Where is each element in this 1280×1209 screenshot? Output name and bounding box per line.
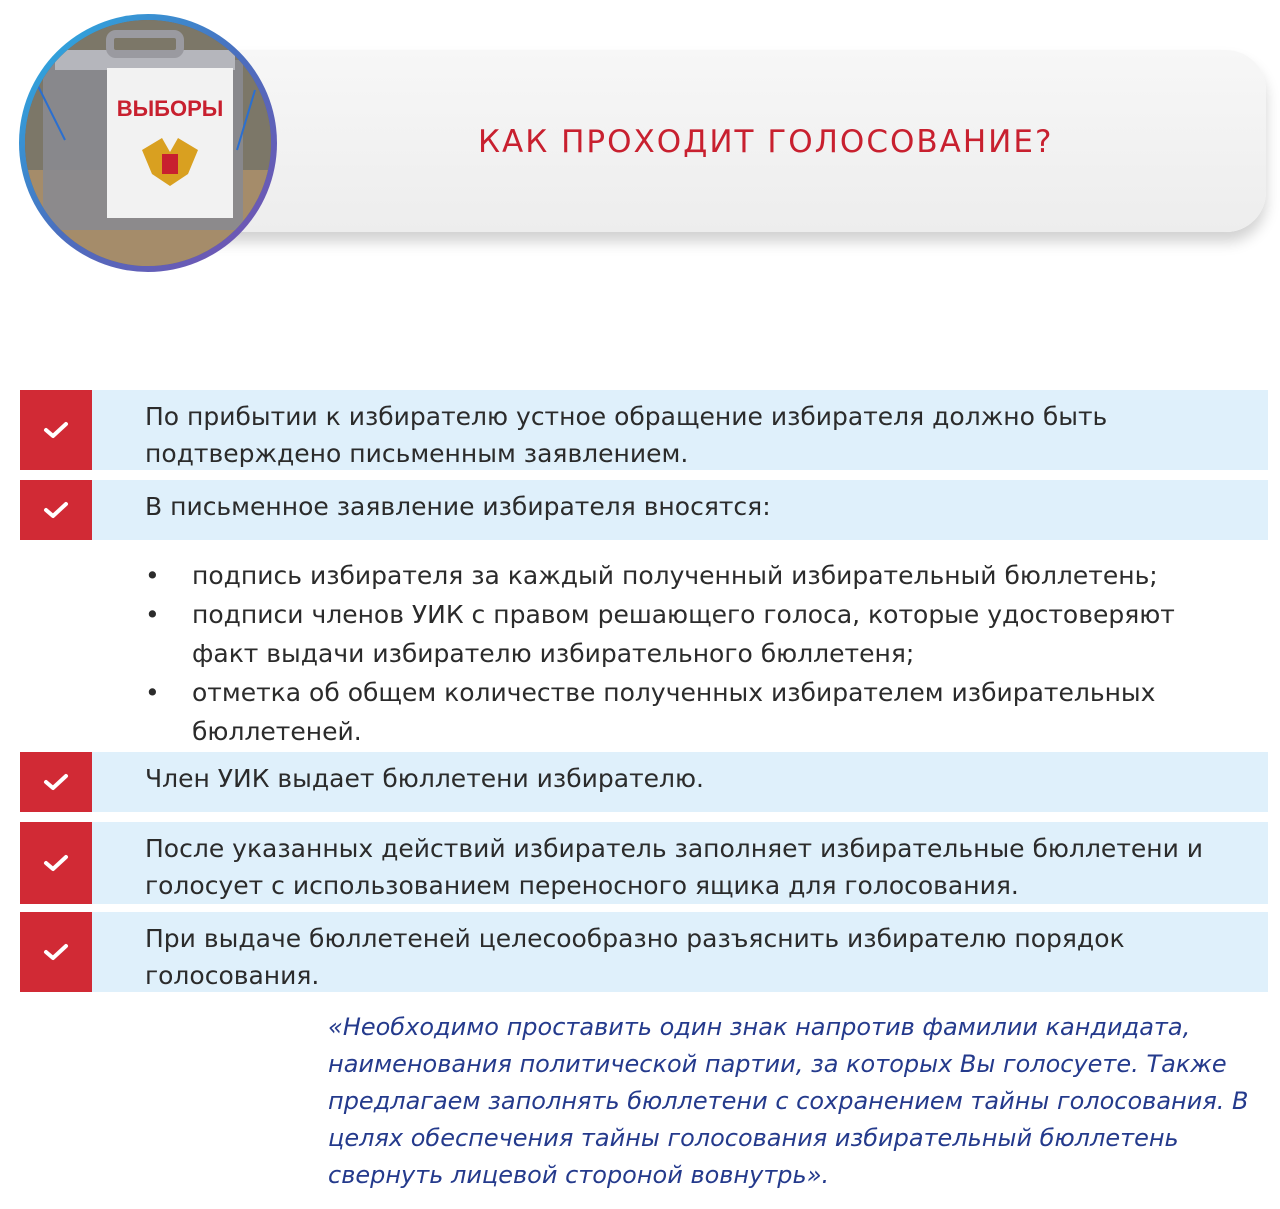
list-item — [20, 480, 1268, 542]
list-item-text: После указанных действий избиратель заполняет избирательные бюллетени и голосует с использованием переносного ящика для голосования. — [145, 834, 1204, 900]
ballot-box-photo — [19, 14, 277, 272]
bullet-item: • подпись избирателя за каждый полученный избирательный бюллетень; — [145, 561, 1158, 590]
quote-text: «Необходимо проставить один знак напротив фамилии кандидата, наименования политической партии, за которых Вы голосуете. Также предлагаем заполнять бюллетени с сохранением тайны голосования. В целях обеспечения тайны голосования избирательный бюллетень свернуть лицевой стороной вовнутрь». — [328, 1013, 1249, 1189]
check-icon — [20, 912, 92, 992]
list-item-text: По прибытии к избирателю устное обращение избирателя должно быть подтверждено письменным заявлением. — [145, 402, 1108, 468]
list-item-text: При выдаче бюллетеней целесообразно разъяснить избирателю порядок голосования. — [145, 924, 1125, 990]
check-icon — [20, 480, 92, 540]
list-item — [20, 912, 1268, 994]
bullet-list — [145, 556, 1245, 751]
list-item — [20, 390, 1268, 472]
check-icon — [20, 390, 92, 470]
svg-text:ВЫБОРЫ: ВЫБОРЫ — [116, 96, 224, 121]
bullet-item: • отметка об общем количестве полученных избирателем избирательных бюллетеней. — [145, 678, 1156, 746]
list-item — [20, 752, 1268, 814]
check-icon — [20, 822, 92, 904]
check-icon — [20, 752, 92, 812]
list-item-text: Член УИК выдает бюллетени избирателю. — [145, 764, 704, 793]
list-item-text: В письменное заявление избирателя вносятся: — [145, 492, 771, 521]
page-title: КАК ПРОХОДИТ ГОЛОСОВАНИЕ? — [478, 124, 1054, 160]
bullet-item: • подписи членов УИК с правом решающего голоса, которые удостоверяют факт выдачи избирателю избирательного бюллетеня; — [145, 600, 1175, 668]
list-item — [20, 822, 1268, 906]
